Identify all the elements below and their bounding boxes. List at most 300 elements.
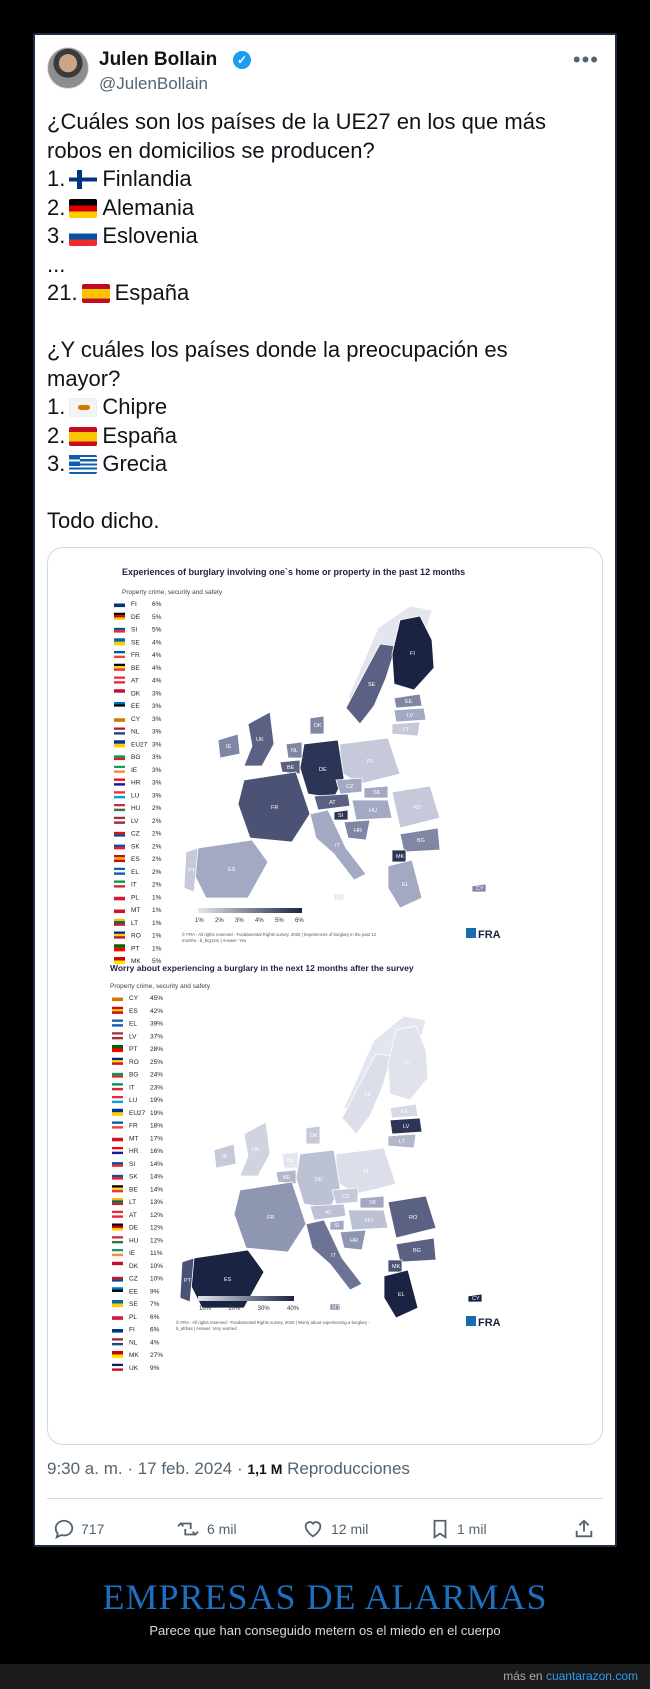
legend-value: 12%: [150, 1224, 164, 1232]
legend-value: 2%: [152, 805, 162, 812]
tweet-line: ¿Y cuáles los países donde la preocupación es: [47, 337, 508, 362]
country-label: SI: [338, 813, 344, 819]
legend-flag-icon: [114, 910, 125, 914]
legend-flag-icon: [112, 1032, 123, 1034]
legend-flag-icon: [114, 855, 125, 857]
legend-flag-icon: [114, 791, 125, 793]
legend-code: DK: [129, 1262, 139, 1270]
tweet-line: ¿Cuáles son los países de la UE27 en los que más: [47, 109, 546, 134]
legend-flag-icon: [114, 732, 125, 734]
legend-flag-icon: [112, 1355, 123, 1359]
legend-value: 7%: [150, 1301, 160, 1308]
legend-flag-icon: [112, 1007, 123, 1009]
infographic-image[interactable]: [47, 547, 603, 1445]
legend-flag-icon: [112, 1175, 123, 1177]
scale-label: 5%: [275, 918, 284, 924]
legend-flag-icon: [112, 1368, 123, 1370]
legend-value: 6%: [150, 1313, 160, 1321]
legend-row: [112, 994, 163, 1002]
legend-row: [114, 881, 162, 889]
bookmark-button[interactable]: 1 mil: [429, 1518, 487, 1540]
legend-flag-icon: [112, 1024, 123, 1026]
legend-flag-icon: [112, 1011, 123, 1013]
legend-flag-icon: [112, 1162, 123, 1164]
country-label: DK: [314, 723, 322, 729]
fra-logo-icon: [466, 928, 476, 938]
legend-flag-icon: [114, 702, 125, 704]
country-label: PT: [188, 868, 196, 874]
legend-flag-icon: [112, 1134, 123, 1138]
map1-scale-labels: [195, 918, 304, 924]
legend-value: 14%: [150, 1160, 164, 1168]
list-item: 1. Chipre: [47, 394, 168, 419]
legend-code: MT: [129, 1135, 139, 1143]
legend-code: BG: [129, 1071, 139, 1079]
map2-source: b_afrbas | Answer: Very worried: [176, 1326, 237, 1331]
legend-flag-icon: [114, 653, 125, 655]
legend-code: ES: [129, 1007, 138, 1015]
list-item: 3. Grecia: [47, 451, 168, 476]
legend-flag-icon: [112, 994, 123, 998]
greece-flag-icon: [69, 455, 97, 474]
country-label: EE: [401, 1109, 409, 1115]
legend-flag-icon: [114, 630, 125, 632]
legend-code: DK: [131, 690, 141, 698]
map1-legend-rows: [114, 600, 162, 965]
legend-code: MK: [131, 958, 141, 965]
retweet-icon: [175, 1518, 201, 1540]
legend-code: LV: [129, 1033, 137, 1041]
legend-flag-icon: [112, 1200, 123, 1202]
legend-flag-icon: [112, 1277, 123, 1279]
fra-logo-icon: [466, 1316, 476, 1326]
more-options-icon[interactable]: •••: [572, 47, 599, 72]
like-button[interactable]: 12 mil: [301, 1518, 368, 1540]
legend-flag-icon: [114, 740, 125, 744]
tweet-line: robos en domicilios se producen?: [47, 137, 375, 163]
legend-flag-icon: [112, 1188, 123, 1190]
legend-flag-icon: [112, 1185, 123, 1187]
legend-row: [112, 1275, 163, 1283]
retweet-button[interactable]: 6 mil: [175, 1518, 237, 1540]
legend-code: PT: [129, 1046, 138, 1053]
legend-flag-icon: [112, 1022, 123, 1024]
legend-flag-icon: [112, 1173, 123, 1175]
legend-flag-icon: [114, 847, 125, 849]
legend-code: PL: [131, 894, 139, 902]
legend-flag-icon: [112, 1045, 123, 1049]
legend-flag-icon: [114, 666, 125, 668]
list-item: 2. España: [47, 422, 177, 448]
country-label: AT: [325, 1210, 332, 1216]
legend-value: 3%: [152, 690, 162, 698]
legend-row: [114, 753, 162, 761]
scale-label: 30%: [257, 1306, 270, 1312]
legend-flag-icon: [114, 642, 125, 646]
country-label: IE: [226, 744, 232, 750]
legend-value: 3%: [152, 728, 162, 736]
legend-row: [112, 1236, 163, 1244]
legend-flag-icon: [112, 1020, 123, 1022]
legend-code: SK: [131, 843, 140, 851]
legend-flag-icon: [112, 1101, 123, 1103]
legend-code: FR: [129, 1122, 138, 1130]
country-label: NL: [287, 1158, 295, 1164]
legend-row: [114, 932, 162, 940]
legend-flag-icon: [114, 656, 125, 658]
legend-row: [114, 677, 162, 685]
legend-row: [114, 613, 162, 621]
map2-shapes: [180, 1016, 482, 1318]
legend-value: 2%: [152, 830, 162, 838]
legend-flag-icon: [112, 1058, 123, 1060]
legend-flag-icon: [114, 615, 125, 617]
legend-flag-icon: [112, 1338, 123, 1340]
legend-flag-icon: [112, 1164, 123, 1166]
legend-flag-icon: [112, 1152, 123, 1154]
legend-flag-icon: [112, 1364, 123, 1366]
legend-value: 4%: [152, 664, 162, 672]
map1-source: © FRA - All rights reserved - Fundamental Rights survey, 2020 | Experiences of burglary in the past 12: [182, 932, 377, 937]
legend-flag-icon: [112, 1341, 123, 1343]
legend-code: SI: [129, 1160, 136, 1168]
legend-value: 39%: [150, 1020, 164, 1028]
tweet-closing: Todo dicho.: [47, 508, 160, 533]
country-label: HU: [365, 1218, 373, 1224]
legend-flag-icon: [112, 1279, 123, 1281]
legend-flag-icon: [114, 626, 125, 628]
legend-row: [114, 638, 162, 646]
legend-flag-icon: [114, 617, 125, 619]
country-label: CZ: [346, 784, 354, 790]
legend-flag-icon: [112, 1366, 123, 1368]
country-label: DE: [315, 1177, 323, 1183]
legend-flag-icon: [114, 845, 125, 847]
legend-row: [114, 766, 162, 774]
legend-value: 18%: [150, 1122, 164, 1130]
legend-value: 9%: [150, 1288, 160, 1296]
legend-value: 3%: [152, 766, 162, 774]
legend-flag-icon: [112, 1211, 123, 1213]
legend-flag-icon: [114, 906, 125, 910]
country-label: SE: [364, 1092, 372, 1098]
legend-row: [112, 1058, 163, 1066]
scale-label: 2%: [215, 918, 224, 924]
germany-flag-icon: [69, 199, 97, 218]
country-label: BG: [417, 838, 425, 844]
legend-value: 3%: [152, 741, 162, 749]
legend-flag-icon: [114, 881, 125, 883]
legend-row: [114, 715, 162, 723]
legend-flag-icon: [114, 613, 125, 615]
legend-code: HU: [129, 1237, 139, 1245]
map1-title: Experiences of burglary involving one`s home or property in the past 12 months: [122, 567, 466, 577]
legend-flag-icon: [114, 651, 125, 653]
banner-subtitle: Parece que han conseguido metern os el miedo en el cuerpo: [149, 1623, 501, 1638]
legend-flag-icon: [114, 779, 125, 781]
cyprus-flag-icon: [69, 398, 97, 417]
country-label: SE: [368, 682, 376, 688]
legend-code: EU27: [129, 1109, 146, 1117]
legend-code: ES: [131, 856, 140, 863]
legend-value: 5%: [152, 958, 162, 965]
legend-value: 3%: [152, 715, 162, 723]
legend-row: [114, 626, 162, 634]
legend-flag-icon: [114, 668, 125, 670]
list-item: 2. Alemania: [47, 194, 195, 220]
legend-row: [112, 1351, 163, 1359]
legend-flag-icon: [114, 796, 125, 798]
tweet-timestamp[interactable]: 9:30 a. m. · 17 feb. 2024 · 1,1 M Reproducciones: [47, 1459, 410, 1478]
legend-row: [114, 919, 162, 927]
infographic-svg: [48, 548, 603, 1445]
legend-flag-icon: [112, 1287, 123, 1289]
legend-flag-icon: [114, 957, 125, 961]
legend-value: 3%: [152, 779, 162, 787]
legend-row: [112, 1071, 163, 1079]
legend-flag-icon: [112, 1249, 123, 1251]
reply-button[interactable]: 717: [53, 1518, 104, 1540]
legend-row: [112, 1211, 163, 1219]
legend-flag-icon: [112, 1290, 123, 1292]
country-label: MK: [396, 854, 405, 860]
legend-flag-icon: [112, 1316, 123, 1320]
legend-flag-icon: [114, 821, 125, 823]
views-count: 1,1 M: [247, 1461, 283, 1477]
legend-value: 4%: [152, 677, 162, 685]
legend-value: 19%: [150, 1097, 164, 1104]
country-label: LV: [403, 1124, 410, 1130]
legend-code: EU27: [131, 741, 148, 749]
fra-logo: FRA: [478, 1317, 501, 1329]
legend-row: [112, 1096, 163, 1104]
legend-flag-icon: [114, 834, 125, 836]
legend-row: [114, 842, 162, 850]
tweet-header: [47, 45, 603, 95]
tweet-actions: [47, 1518, 603, 1548]
legend-row: [112, 1147, 163, 1155]
country-label: CZ: [342, 1194, 350, 1200]
legend-value: 2%: [152, 856, 162, 863]
author-name[interactable]: Julen Bollain: [99, 49, 218, 70]
legend-flag-icon: [112, 1088, 123, 1090]
finland-flag-icon: [69, 170, 97, 189]
legend-flag-icon: [114, 885, 125, 887]
legend-value: 28%: [150, 1046, 164, 1053]
legend-value: 2%: [152, 881, 162, 889]
legend-flag-icon: [112, 1224, 123, 1226]
legend-row: [112, 1287, 160, 1295]
country-label: HU: [369, 808, 377, 814]
legend-flag-icon: [114, 758, 125, 760]
legend-value: 45%: [150, 995, 164, 1002]
scale-label: 20%: [228, 1306, 241, 1312]
country-label: FR: [271, 805, 279, 811]
legend-flag-icon: [112, 1300, 123, 1304]
author-handle[interactable]: @JulenBollain: [99, 74, 208, 93]
map2-subtitle: Property crime, security and safety: [110, 983, 211, 990]
legend-flag-icon: [114, 948, 125, 952]
legend-row: [112, 1045, 163, 1053]
site-link[interactable]: cuantarazon.com: [545, 1669, 638, 1683]
legend-flag-icon: [112, 1213, 123, 1215]
legend-flag-icon: [112, 1236, 123, 1238]
country-label: FI: [405, 1061, 410, 1067]
scale-label: 3%: [235, 918, 244, 924]
legend-value: 23%: [150, 1084, 164, 1092]
legend-flag-icon: [114, 768, 125, 770]
country-label: SK: [369, 1200, 377, 1206]
country-label: DK: [310, 1133, 318, 1139]
legend-code: RO: [129, 1058, 139, 1066]
legend-code: NL: [131, 728, 140, 736]
legend-code: BE: [131, 664, 140, 672]
legend-value: 14%: [150, 1186, 164, 1194]
legend-flag-icon: [112, 1147, 123, 1149]
legend-value: 24%: [150, 1071, 164, 1079]
legend-flag-icon: [112, 1122, 123, 1124]
legend-flag-icon: [112, 1326, 123, 1330]
legend-flag-icon: [114, 870, 125, 872]
legend-code: MT: [131, 907, 141, 914]
legend-row: [114, 906, 162, 914]
legend-value: 1%: [152, 945, 162, 953]
country-label: MT: [332, 1305, 340, 1311]
legend-flag-icon: [112, 1073, 123, 1075]
legend-flag-icon: [112, 1009, 123, 1011]
legend-flag-icon: [112, 1109, 123, 1113]
legend-flag-icon: [114, 693, 125, 697]
legend-code: HR: [131, 779, 141, 787]
country-label: IT: [331, 1253, 336, 1259]
legend-flag-icon: [114, 707, 125, 709]
legend-flag-icon: [114, 921, 125, 923]
country-label: UK: [252, 1147, 260, 1153]
legend-code: UK: [129, 1364, 139, 1372]
legend-code: FI: [131, 601, 137, 608]
heart-icon: [301, 1518, 325, 1540]
legend-flag-icon: [112, 1075, 123, 1077]
legend-code: FR: [131, 652, 140, 659]
avatar[interactable]: [47, 47, 89, 89]
map1-scale-bar: [198, 908, 302, 913]
verified-badge-icon: ✓: [233, 51, 251, 69]
legend-row: [114, 728, 162, 736]
legend-flag-icon: [112, 1160, 123, 1162]
legend-row: [112, 1173, 163, 1181]
legend-flag-icon: [114, 832, 125, 834]
country-label: EE: [405, 699, 413, 705]
country-label: FI: [410, 651, 415, 657]
legend-row: [112, 1109, 163, 1117]
legend-code: LT: [129, 1199, 137, 1206]
map2-legend-rows: [112, 994, 163, 1372]
legend-flag-icon: [112, 1292, 123, 1294]
slovenia-flag-icon: [69, 227, 97, 246]
country-label: EL: [402, 882, 409, 888]
fra-logo: FRA: [478, 929, 501, 941]
legend-value: 14%: [150, 1173, 164, 1181]
country-label: ES: [224, 1277, 232, 1283]
legend-row: [112, 1122, 163, 1130]
banner-title: EMPRESAS DE ALARMAS: [102, 1577, 548, 1617]
legend-code: NL: [129, 1339, 138, 1347]
legend-code: BG: [131, 754, 141, 761]
legend-value: 9%: [150, 1364, 160, 1372]
scale-label: 4%: [255, 918, 264, 924]
legend-flag-icon: [114, 893, 125, 897]
site-footer: [0, 1664, 650, 1689]
legend-value: 3%: [152, 703, 162, 710]
legend-flag-icon: [114, 794, 125, 796]
legend-flag-icon: [114, 830, 125, 832]
country-label: EL: [398, 1292, 405, 1298]
legend-flag-icon: [114, 809, 125, 811]
country-label: LV: [407, 713, 414, 719]
legend-flag-icon: [114, 860, 125, 862]
legend-flag-icon: [114, 664, 125, 666]
share-button[interactable]: [573, 1518, 595, 1540]
legend-row: [112, 1300, 160, 1308]
legend-code: BE: [129, 1186, 138, 1194]
legend-row: [112, 1338, 160, 1346]
legend-flag-icon: [112, 1071, 123, 1073]
legend-flag-icon: [114, 883, 125, 885]
country-label: CY: [472, 1296, 480, 1302]
legend-row: [114, 944, 162, 952]
country-label: PL: [367, 759, 374, 765]
legend-flag-icon: [112, 1096, 123, 1098]
legend-code: EE: [131, 703, 140, 710]
country-label: CY: [476, 886, 484, 892]
spain-flag-icon: [69, 427, 97, 446]
legend-row: [114, 791, 162, 799]
country-label: FR: [267, 1215, 275, 1221]
legend-flag-icon: [112, 1126, 123, 1128]
legend-value: 3%: [152, 792, 162, 800]
legend-code: SE: [131, 639, 140, 647]
list-item: 1. Finlandia: [47, 166, 192, 191]
legend-flag-icon: [112, 1351, 123, 1355]
legend-row: [114, 893, 162, 901]
legend-value: 42%: [150, 1007, 164, 1015]
legend-flag-icon: [112, 1198, 123, 1200]
legend-flag-icon: [114, 934, 125, 936]
legend-row: [114, 779, 162, 787]
legend-row: [112, 1364, 160, 1372]
legend-flag-icon: [114, 689, 125, 693]
legend-row: [112, 1134, 163, 1142]
legend-row: [114, 804, 162, 812]
legend-code: SK: [129, 1173, 138, 1181]
legend-value: 17%: [150, 1135, 164, 1143]
country-label: MK: [392, 1264, 401, 1270]
legend-row: [112, 1007, 163, 1015]
legend-value: 4%: [152, 639, 162, 647]
legend-flag-icon: [112, 1343, 123, 1345]
country-label: MT: [336, 895, 344, 901]
legend-code: DE: [131, 613, 141, 621]
country-label: PL: [363, 1169, 370, 1175]
legend-flag-icon: [112, 1037, 123, 1039]
legend-code: IE: [131, 766, 138, 774]
legend-flag-icon: [114, 936, 125, 938]
legend-flag-icon: [114, 679, 125, 681]
legend-code: RO: [131, 932, 141, 940]
legend-value: 2%: [152, 843, 162, 851]
legend-flag-icon: [114, 730, 125, 732]
country-label: AT: [329, 800, 336, 806]
